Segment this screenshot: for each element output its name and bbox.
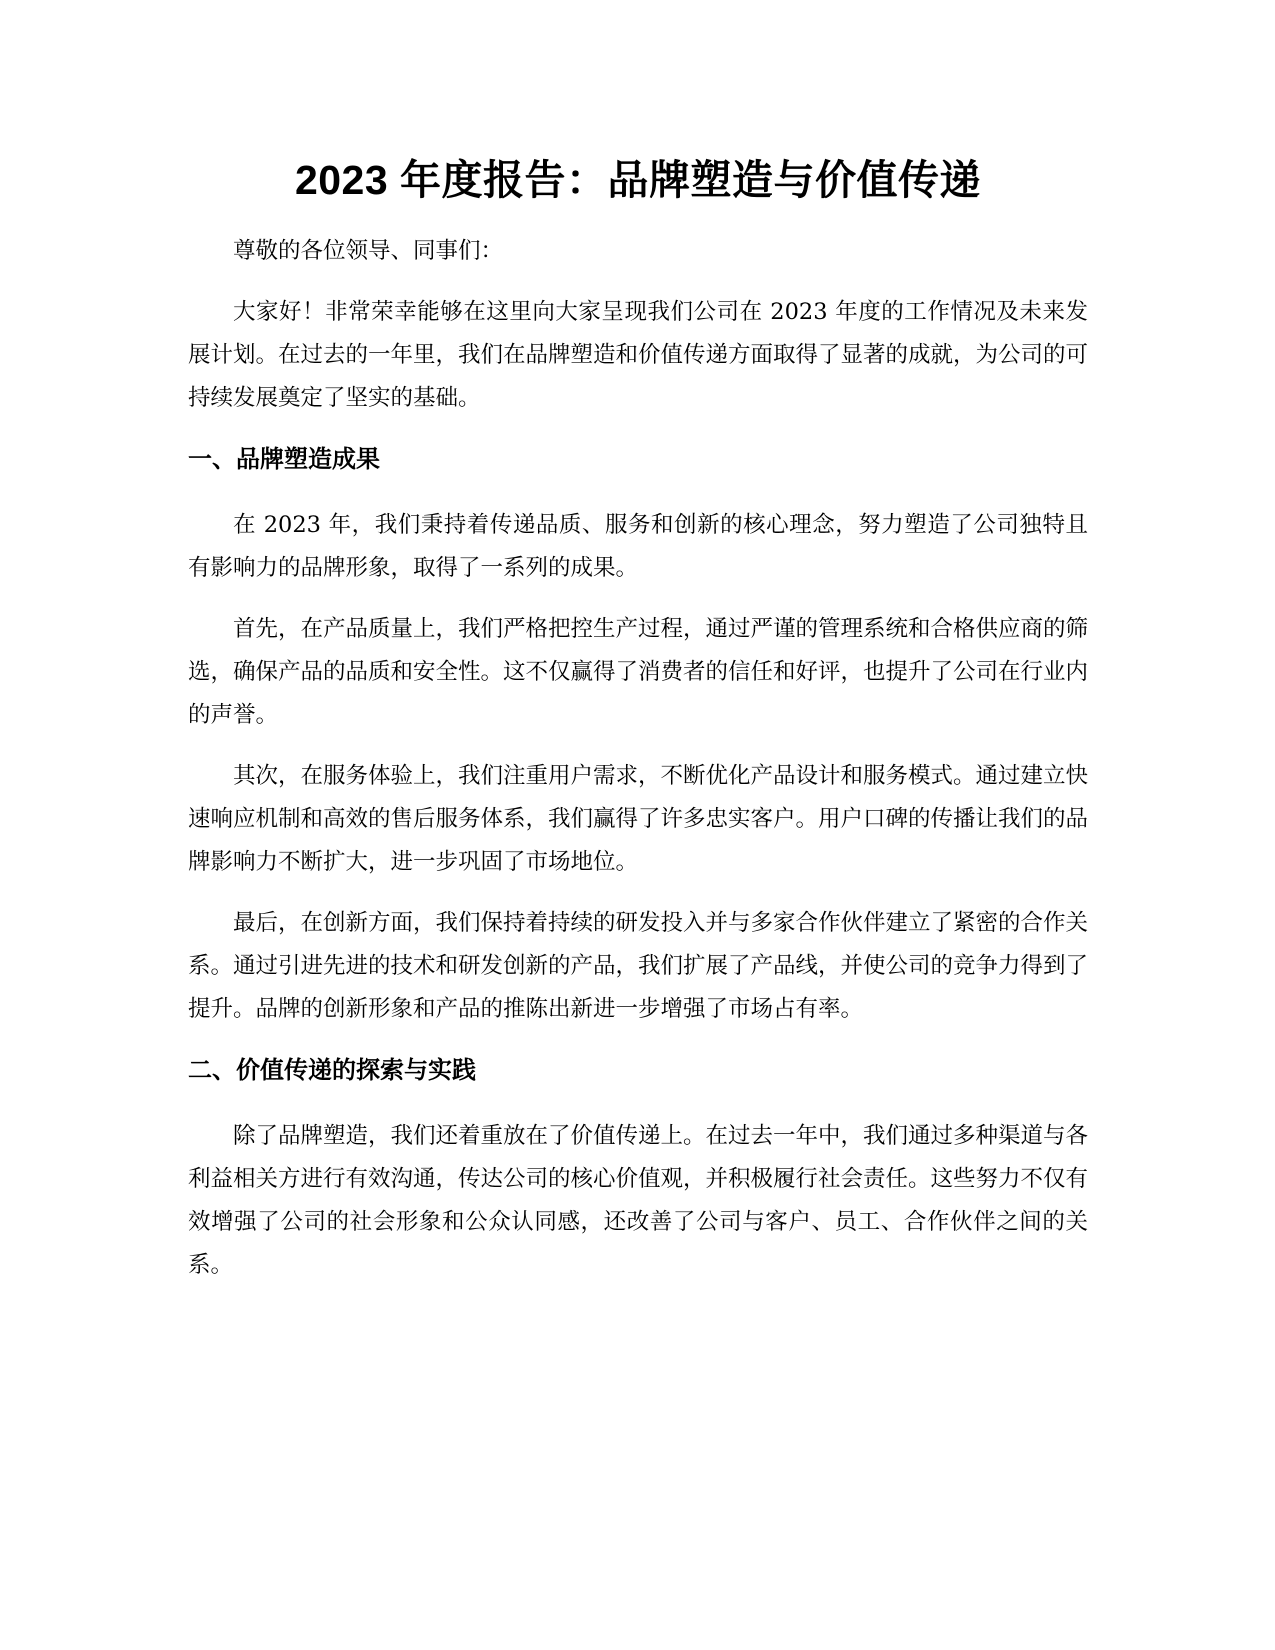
section-heading-value: 二、价值传递的探索与实践: [188, 1057, 476, 1084]
intro-paragraph: 大家好！非常荣幸能够在这里向大家呈现我们公司在 2023 年度的工作情况及未来发展计划。在过去的一年里，我们在品牌塑造和价值传递方面取得了显著的成就，为公司的可持续发展奠定了坚实的基础。: [188, 299, 1089, 411]
brand-paragraph: 首先，在产品质量上，我们严格把控生产过程，通过严谨的管理系统和合格供应商的筛选，确保产品的品质和安全性。这不仅赢得了消费者的信任和好评，也提升了公司在行业内的声誉。: [188, 616, 1089, 728]
brand-paragraph: 最后，在创新方面，我们保持着持续的研发投入并与多家合作伙伴建立了紧密的合作关系。通过引进先进的技术和研发创新的产品，我们扩展了产品线，并使公司的竞争力得到了提升。品牌的创新形象和产品的推陈出新进一步增强了市场占有率。: [188, 910, 1089, 1022]
section-heading-brand: 一、品牌塑造成果: [188, 446, 380, 473]
document-title: 2023 年度报告：品牌塑造与价值传递: [294, 157, 982, 203]
value-paragraph: 除了品牌塑造，我们还着重放在了价值传递上。在过去一年中，我们通过多种渠道与各利益相关方进行有效沟通，传达公司的核心价值观，并积极履行社会责任。这些努力不仅有效增强了公司的社会形象和公众认同感，还改善了公司与客户、员工、合作伙伴之间的关系。: [188, 1123, 1089, 1278]
brand-paragraph: 其次，在服务体验上，我们注重用户需求，不断优化产品设计和服务模式。通过建立快速响应机制和高效的售后服务体系，我们赢得了许多忠实客户。用户口碑的传播让我们的品牌影响力不断扩大，进一步巩固了市场地位。: [188, 763, 1089, 875]
salutation: 尊敬的各位领导、同事们：: [233, 238, 504, 264]
brand-paragraph: 在 2023 年，我们秉持着传递品质、服务和创新的核心理念，努力塑造了公司独特且有影响力的品牌形象，取得了一系列的成果。: [188, 512, 1088, 581]
document-body: [188, 150, 1088, 1287]
